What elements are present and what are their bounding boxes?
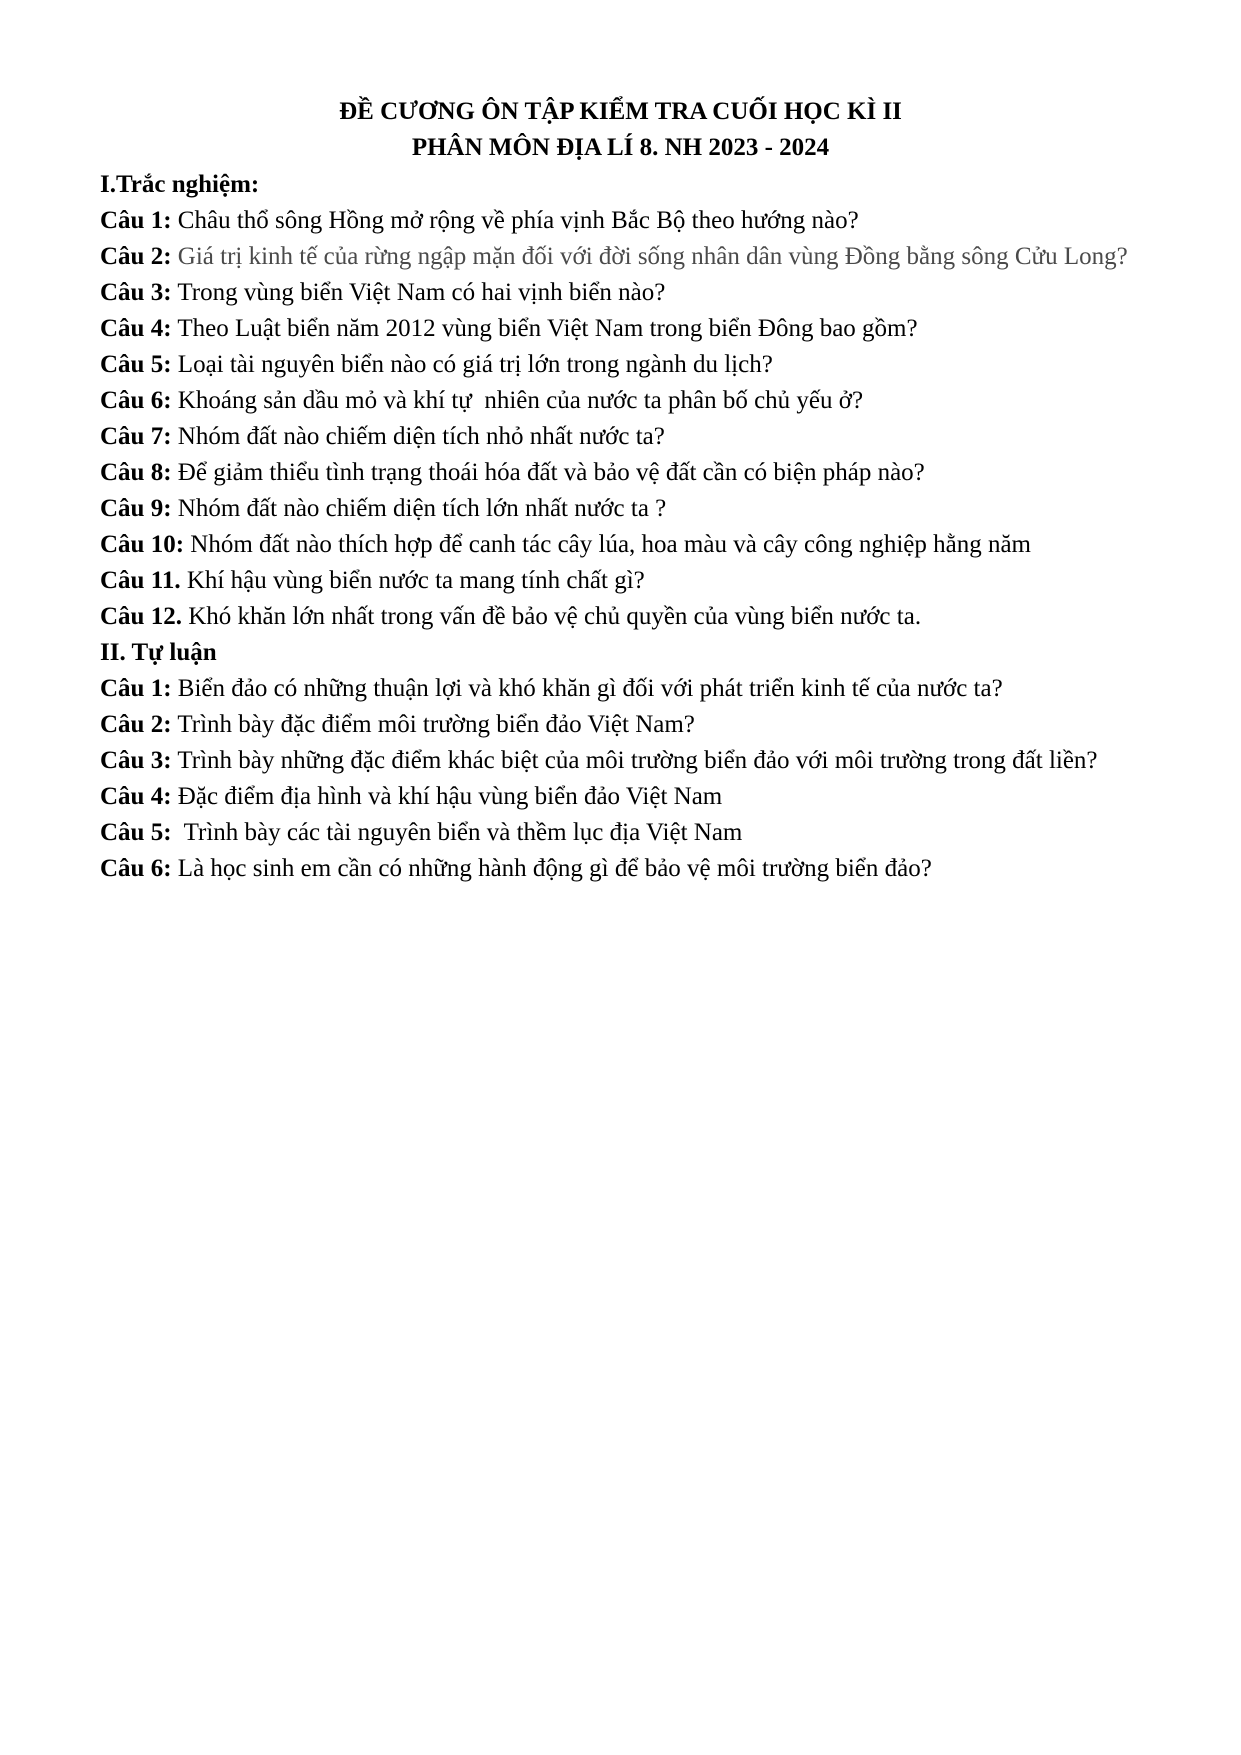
essay-question-1 [100, 671, 1145, 707]
question-label: Câu 1: [100, 207, 172, 234]
mc-question-12 [100, 599, 1145, 635]
question-text: Đặc điểm địa hình và khí hậu vùng biển đảo Việt Nam [171, 783, 723, 810]
mc-question-5 [100, 347, 1145, 383]
question-label: Câu 9: [100, 495, 172, 522]
question-label: Câu 4: [100, 315, 172, 342]
question-text: Trình bày những đặc điểm khác biệt của môi trường biển đảo với môi trường trong đất liền? [171, 747, 1098, 774]
question-text: Khí hậu vùng biển nước ta mang tính chất gì? [180, 567, 645, 594]
question-text: Khó khăn lớn nhất trong vấn đề bảo vệ chủ quyền của vùng biển nước ta. [181, 603, 922, 630]
question-label: Câu 1: [100, 675, 172, 702]
question-text: Biển đảo có những thuận lợi và khó khăn gì đối với phát triển kinh tế của nước ta? [171, 675, 1003, 702]
essay-question-6 [100, 851, 1145, 887]
question-text: Giá trị kinh tế của rừng ngập mặn đối với đời sống nhân dân vùng Đồng bằng sông Cửu Long? [171, 243, 1128, 270]
question-label: Câu 2: [100, 711, 172, 738]
mc-question-3 [100, 275, 1145, 311]
question-text: Khoáng sản dầu mỏ và khí tự nhiên của nước ta phân bố chủ yếu ở? [171, 387, 864, 414]
question-label: Câu 11. [100, 567, 181, 594]
mc-question-7 [100, 419, 1145, 455]
question-text: Trình bày đặc điểm môi trường biển đảo Việt Nam? [171, 711, 695, 738]
document-title-line-2: PHÂN MÔN ĐỊA LÍ 8. NH 2023 - 2024 [411, 134, 830, 161]
question-label: Câu 5: [100, 819, 172, 846]
mc-question-1 [100, 203, 1145, 239]
mc-question-11 [100, 563, 1145, 599]
question-text: Nhóm đất nào chiếm diện tích lớn nhất nước ta ? [171, 495, 667, 522]
question-text: Nhóm đất nào chiếm diện tích nhỏ nhất nước ta? [171, 423, 665, 450]
question-text: Nhóm đất nào thích hợp để canh tác cây lúa, hoa màu và cây công nghiệp hằng năm [184, 531, 1032, 558]
question-text: Là học sinh em cần có những hành động gì để bảo vệ môi trường biển đảo? [171, 855, 932, 882]
mc-question-4 [100, 311, 1145, 347]
mc-question-9 [100, 491, 1145, 527]
question-label: Câu 6: [100, 855, 172, 882]
question-text: Trình bày các tài nguyên biển và thềm lục địa Việt Nam [171, 819, 743, 846]
question-label: Câu 2: [100, 243, 172, 270]
essay-question-5 [100, 815, 1145, 851]
question-label: Câu 3: [100, 747, 172, 774]
question-label: Câu 12. [100, 603, 182, 630]
question-text: Châu thổ sông Hồng mở rộng về phía vịnh Bắc Bộ theo hướng nào? [171, 207, 859, 234]
question-label: Câu 5: [100, 351, 172, 378]
question-label: Câu 8: [100, 459, 172, 486]
mc-question-8 [100, 455, 1145, 491]
document-title-line-1: ĐỀ CƯƠNG ÔN TẬP KIỂM TRA CUỐI HỌC KÌ II [339, 98, 902, 125]
question-label: Câu 10: [100, 531, 185, 558]
question-text: Theo Luật biển năm 2012 vùng biển Việt Nam trong biển Đông bao gồm? [171, 315, 918, 342]
question-text: Trong vùng biển Việt Nam có hai vịnh biển nào? [171, 279, 666, 306]
question-text: Để giảm thiểu tình trạng thoái hóa đất và bảo vệ đất cần có biện pháp nào? [171, 459, 925, 486]
question-label: Câu 4: [100, 783, 172, 810]
question-label: Câu 6: [100, 387, 172, 414]
essay-question-2 [100, 707, 1145, 743]
mc-question-10 [100, 527, 1145, 563]
question-text: Loại tài nguyên biển nào có giá trị lớn trong ngành du lịch? [171, 351, 773, 378]
essay-question-4 [100, 779, 1145, 815]
question-label: Câu 7: [100, 423, 172, 450]
essay-question-3 [100, 743, 1145, 779]
section-heading-multiple-choice: I.Trắc nghiệm: [100, 171, 260, 198]
section-heading-essay: II. Tự luận [100, 639, 217, 666]
mc-question-2 [100, 239, 1145, 275]
document-body [100, 167, 1145, 887]
question-label: Câu 3: [100, 279, 172, 306]
mc-question-6 [100, 383, 1145, 419]
